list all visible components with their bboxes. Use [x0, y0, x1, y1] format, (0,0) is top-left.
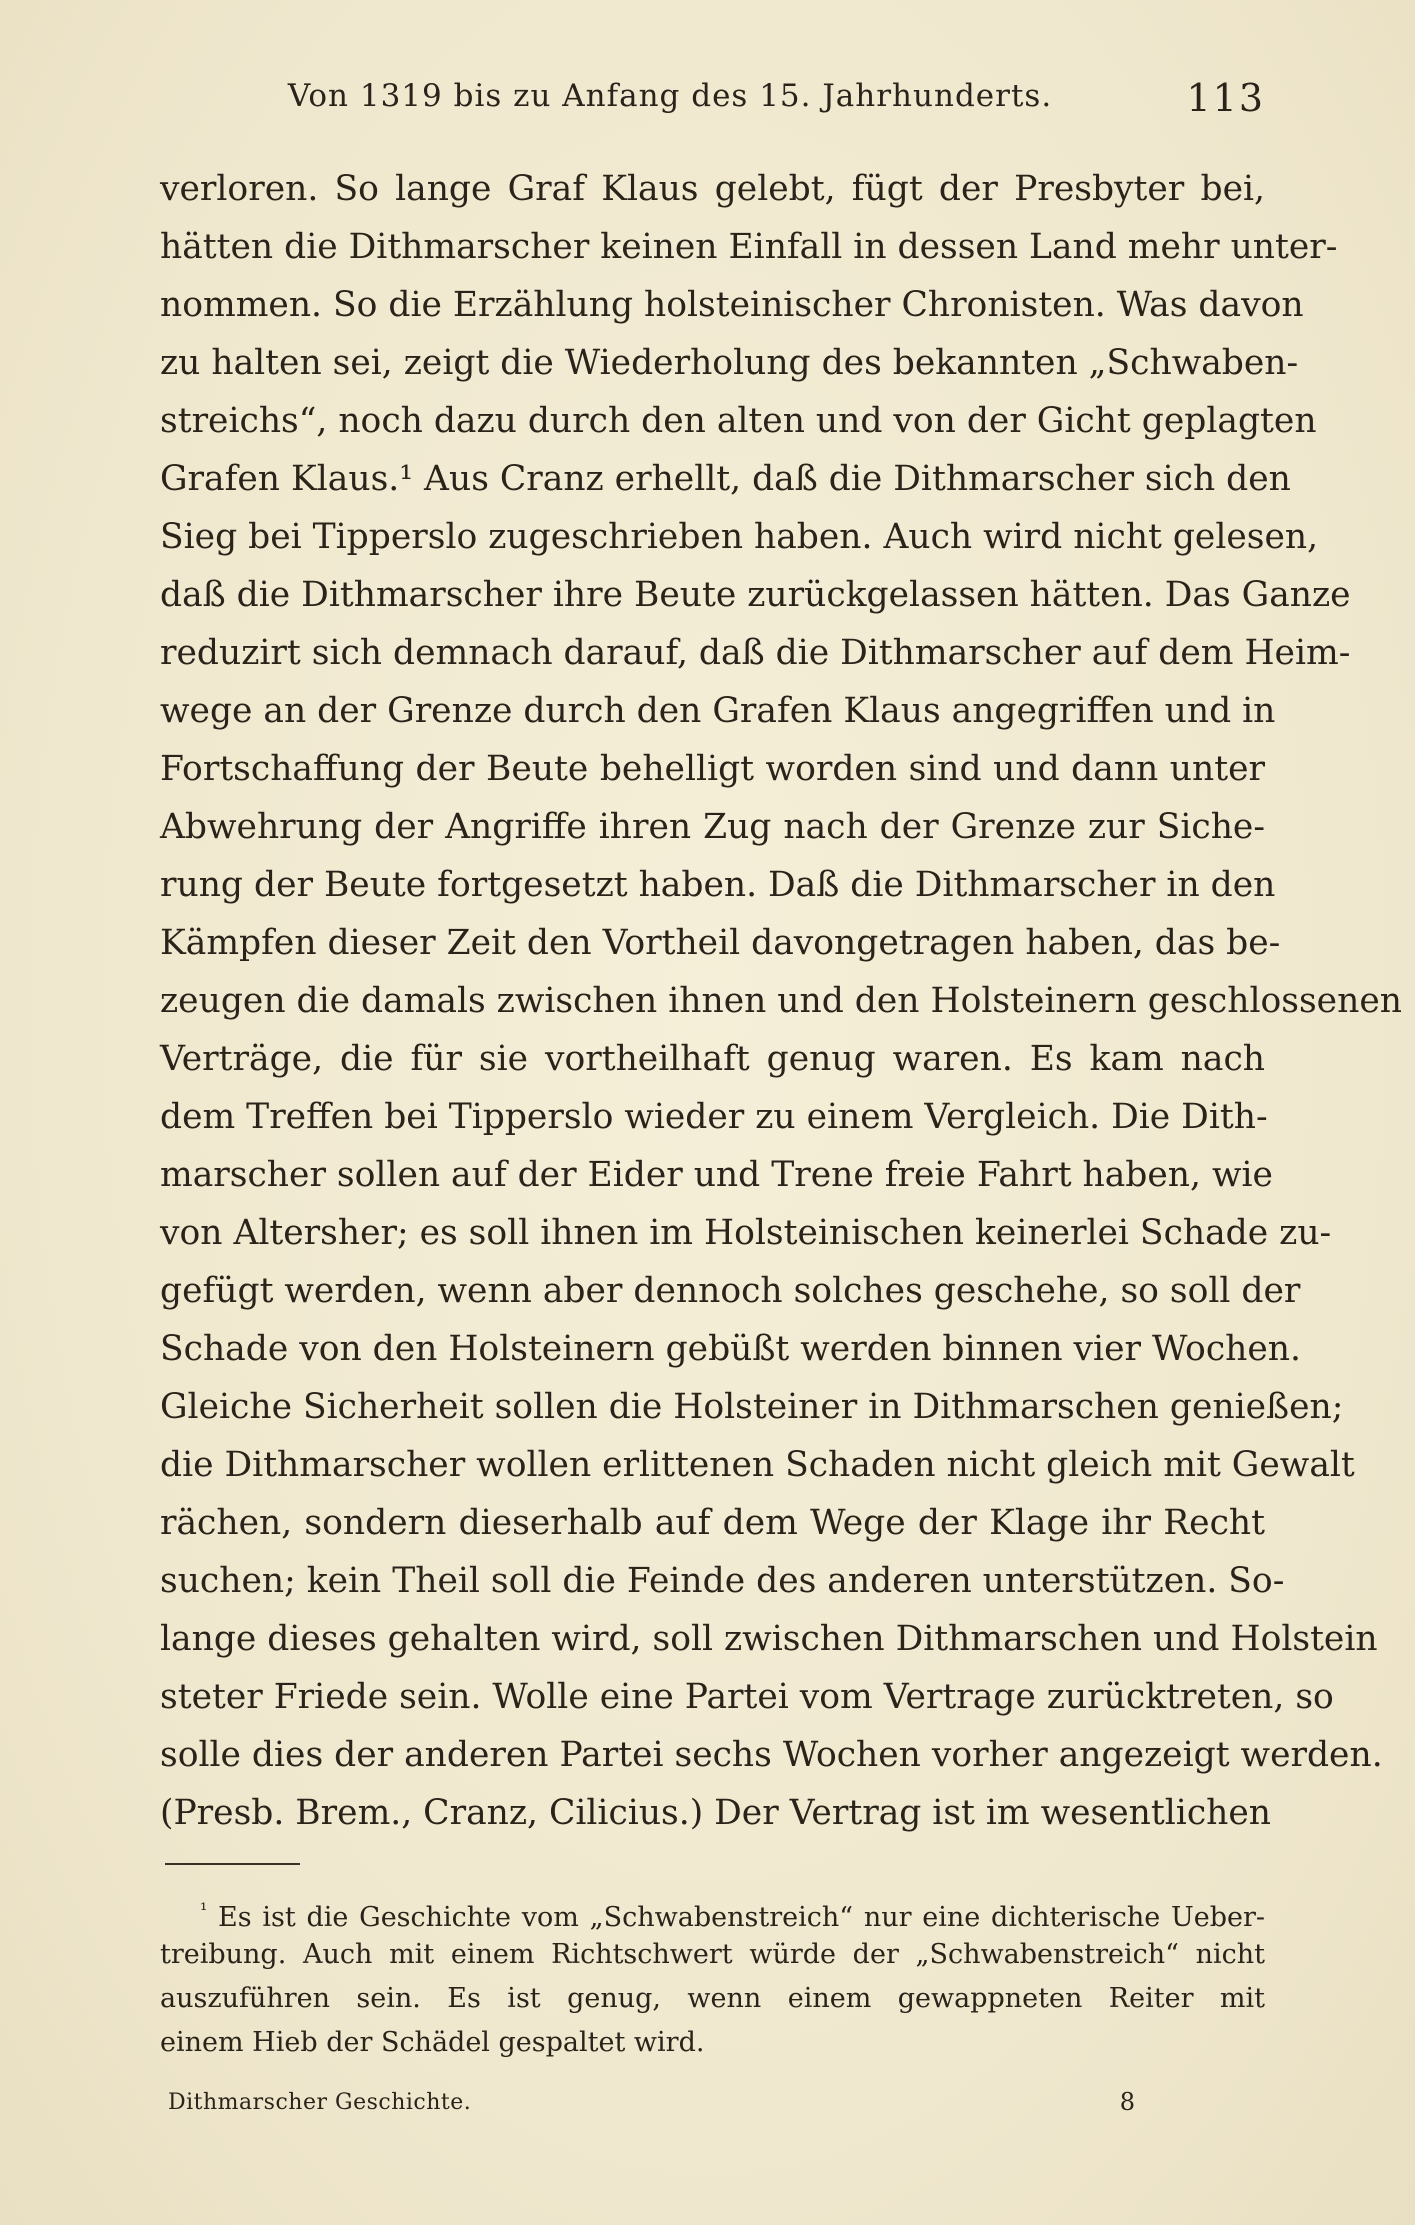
footnote-marker: ¹: [200, 1900, 208, 1921]
body-line: (Presb. Brem., Cranz, Cilicius.) Der Vertrag ist im wesentlichen: [160, 1793, 1271, 1833]
body-line: reduzirt sich demnach darauf, daß die Dithmarscher auf dem Heim-: [160, 633, 1351, 673]
body-text: [160, 160, 1402, 1842]
body-line: zeugen die damals zwischen ihnen und den Holsteinern geschlossenen: [160, 981, 1402, 1021]
footnote: [160, 1889, 1265, 2065]
body-line: Kämpfen dieser Zeit den Vortheil davongetragen haben, das be-: [160, 923, 1281, 963]
body-line: steter Friede sein. Wolle eine Partei vom Vertrage zurücktreten, so: [160, 1677, 1334, 1717]
body-line: gefügt werden, wenn aber dennoch solches geschehe, so soll der: [160, 1271, 1301, 1311]
body-line: wege an der Grenze durch den Grafen Klaus angegriffen und in: [160, 691, 1276, 731]
footnote-line: einem Hieb der Schädel gespaltet wird.: [160, 2027, 705, 2058]
body-line: Verträge, die für sie vortheilhaft genug waren. Es kam nach: [160, 1039, 1265, 1079]
footnote-line: treibung. Auch mit einem Richtschwert würde der „Schwabenstreich“ nicht: [160, 1939, 1265, 1970]
body-line: Fortschaffung der Beute behelligt worden sind und dann unter: [160, 749, 1265, 789]
body-line: Schade von den Holsteinern gebüßt werden binnen vier Wochen.: [160, 1329, 1301, 1369]
body-line: Abwehrung der Angriffe ihren Zug nach der Grenze zur Siche-: [160, 807, 1265, 847]
body-line: streichs“, noch dazu durch den alten und von der Gicht geplagten: [160, 401, 1317, 441]
body-line: hätten die Dithmarscher keinen Einfall in dessen Land mehr unter-: [160, 227, 1338, 267]
sheet-number: 8: [1119, 2088, 1135, 2116]
page-number: 113: [1186, 76, 1265, 120]
body-line: zu halten sei, zeigt die Wiederholung des bekannten „Schwaben-: [160, 343, 1299, 383]
running-head: Von 1319 bis zu Anfang des 15. Jahrhunderts.: [287, 78, 1053, 114]
body-line: nommen. So die Erzählung holsteinischer Chronisten. Was davon: [160, 285, 1304, 325]
body-line: suchen; kein Theil soll die Feinde des anderen unterstützen. So-: [160, 1561, 1285, 1601]
body-line: solle dies der anderen Partei sechs Wochen vorher angezeigt werden.: [160, 1735, 1383, 1775]
body-line: dem Treffen bei Tipperslo wieder zu einem Vergleich. Die Dith-: [160, 1097, 1268, 1137]
body-line: verloren. So lange Graf Klaus gelebt, fügt der Presbyter bei,: [160, 169, 1265, 209]
footnote-line-text: Es ist die Geschichte vom „Schwabenstreich“ nur eine dichterische Ueber-: [218, 1902, 1265, 1933]
body-line: von Altersher; es soll ihnen im Holsteinischen keinerlei Schade zu-: [160, 1213, 1332, 1253]
footnote-line: auszuführen sein. Es ist genug, wenn einem gewappneten Reiter mit: [160, 1983, 1265, 2014]
footnote-rule: [165, 1863, 300, 1865]
body-line: rung der Beute fortgesetzt haben. Daß die Dithmarscher in den: [160, 865, 1276, 905]
body-line: Sieg bei Tipperslo zugeschrieben haben. Auch wird nicht gelesen,: [160, 517, 1319, 557]
body-line: rächen, sondern dieserhalb auf dem Wege der Klage ihr Recht: [160, 1503, 1265, 1543]
body-line: marscher sollen auf der Eider und Trene freie Fahrt haben, wie: [160, 1155, 1273, 1195]
printer-signature: Dithmarscher Geschichte.: [168, 2090, 472, 2115]
body-line: Gleiche Sicherheit sollen die Holsteiner in Dithmarschen genießen;: [160, 1387, 1344, 1427]
body-line: lange dieses gehalten wird, soll zwischen Dithmarschen und Holstein: [160, 1619, 1378, 1659]
footnote-line: [160, 1889, 1265, 1933]
body-line: Grafen Klaus.¹ Aus Cranz erhellt, daß die Dithmarscher sich den: [160, 459, 1291, 499]
body-line: die Dithmarscher wollen erlittenen Schaden nicht gleich mit Gewalt: [160, 1445, 1355, 1485]
body-line: daß die Dithmarscher ihre Beute zurückgelassen hätten. Das Ganze: [160, 575, 1351, 615]
